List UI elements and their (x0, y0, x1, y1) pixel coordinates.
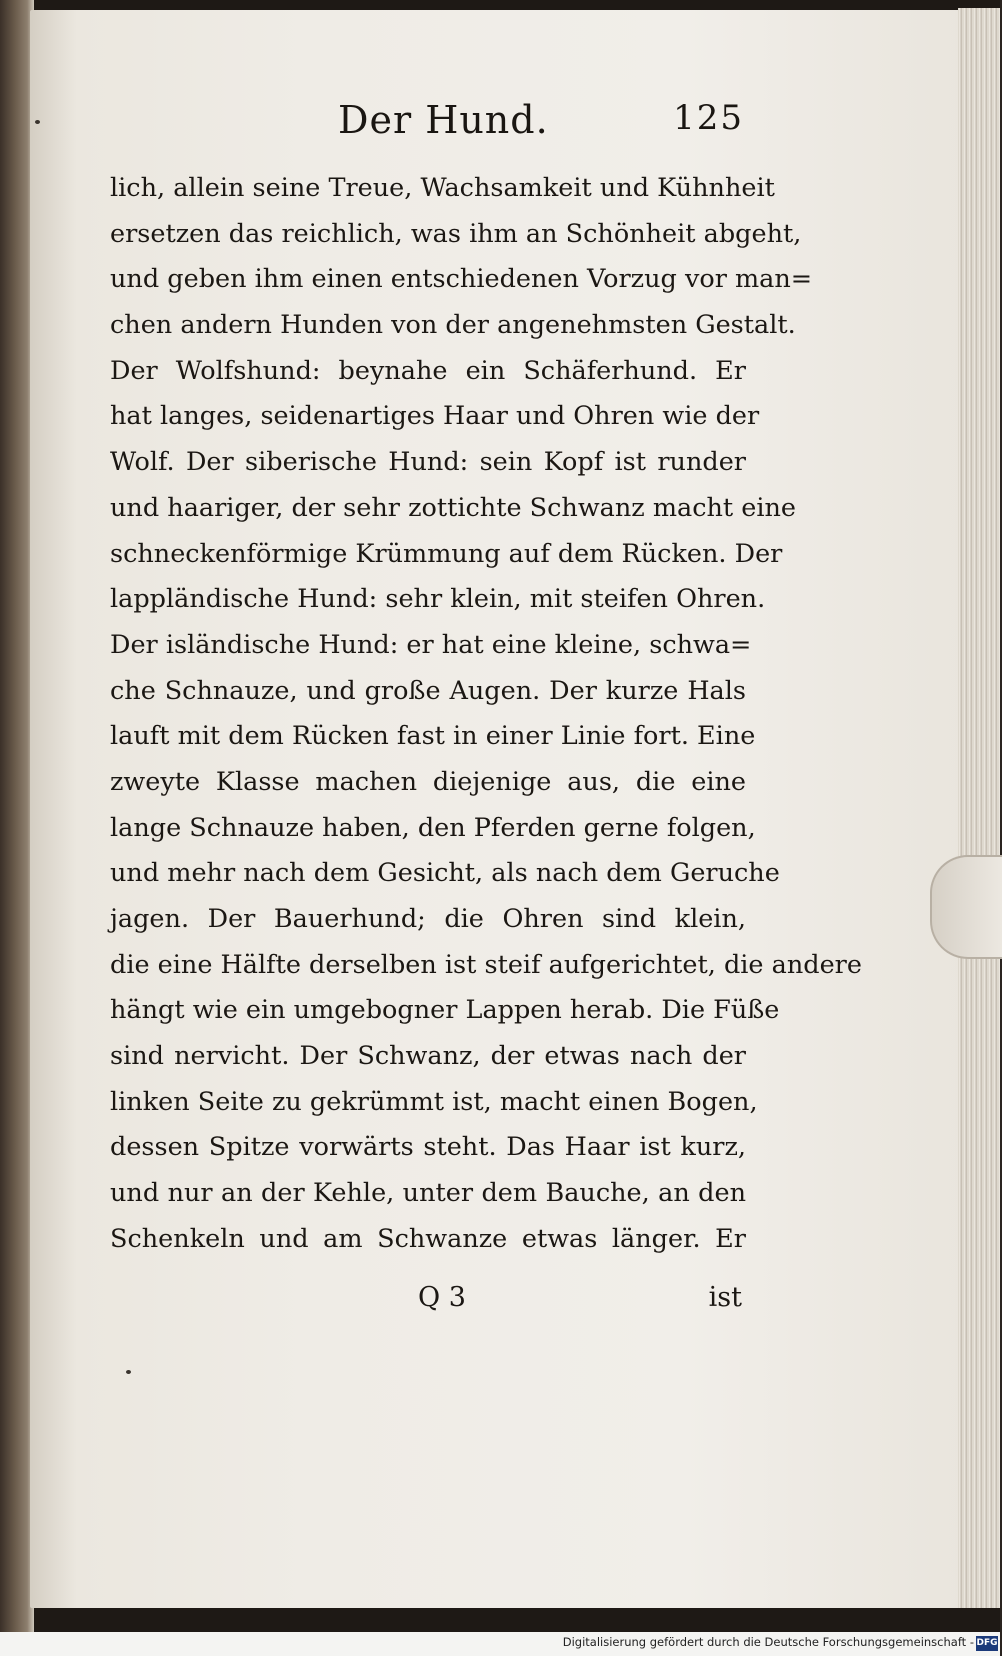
text-line: die eine Hälfte derselben ist steif aufgerichtet, die andere (110, 949, 862, 980)
text-line: Wolf. Der siberische Hund: sein Kopf ist runder (110, 447, 746, 478)
text-line: ersetzen das reichlich, was ihm an Schönheit abgeht, (110, 218, 802, 249)
paper-speck (126, 1370, 131, 1374)
text-line: zweyte Klasse machen diejenige aus, die eine (110, 766, 746, 797)
text-line: che Schnauze, und große Augen. Der kurze Hals (110, 675, 746, 706)
text-line: Der isländische Hund: er hat eine kleine, schwa= (110, 629, 752, 660)
text-line: sind nervicht. Der Schwanz, der etwas nach der (110, 1041, 746, 1072)
signature-mark: Q 3 (418, 1282, 466, 1313)
credit-bar (0, 1632, 1000, 1656)
body-text (110, 166, 862, 1263)
catchword: ist (708, 1282, 742, 1313)
text-line: chen andern Hunden von der angenehmsten Gestalt. (110, 310, 796, 341)
dfg-logo: DFG (976, 1636, 998, 1651)
page-header (108, 98, 744, 148)
bookmark-clip (930, 855, 1002, 959)
page-stack-edge (958, 8, 1000, 1608)
text-line: linken Seite zu gekrümmt ist, macht einen Bogen, (110, 1086, 758, 1117)
text-line: und mehr nach dem Gesicht, als nach dem Geruche (110, 858, 780, 889)
text-line: lich, allein seine Treue, Wachsamkeit und Kühnheit (110, 173, 775, 203)
book-spine-edge (0, 0, 34, 1656)
paper-speck (35, 120, 40, 124)
text-line: Der Wolfshund: beynahe ein Schäferhund. Er (110, 355, 746, 386)
running-head: Der Hund. (338, 98, 549, 142)
text-line: jagen. Der Bauerhund; die Ohren sind klein, (110, 904, 746, 934)
text-line: hängt wie ein umgebogner Lappen herab. Die Füße (110, 995, 780, 1026)
text-line: und haariger, der sehr zottichte Schwanz macht eine (110, 492, 797, 523)
text-line: und nur an der Kehle, unter dem Bauche, an den (110, 1178, 746, 1209)
text-line: lappländische Hund: sehr klein, mit steifen Ohren. (110, 584, 766, 615)
text-line: lange Schnauze haben, den Pferden gerne folgen, (110, 812, 756, 843)
text-line: schneckenförmige Krümmung auf dem Rücken. Der (110, 538, 783, 569)
page-number: 125 (673, 98, 744, 138)
text-line: lauft mit dem Rücken fast in einer Linie fort. Eine (110, 721, 756, 752)
page-footer (108, 1282, 744, 1322)
text-line: und geben ihm einen entschiedenen Vorzug vor man= (110, 264, 813, 295)
text-line: hat langes, seidenartiges Haar und Ohren wie der (110, 401, 760, 432)
text-line: dessen Spitze vorwärts steht. Das Haar ist kurz, (110, 1132, 746, 1163)
text-line: Schenkeln und am Schwanze etwas länger. Er (110, 1223, 746, 1254)
credit-text: Digitalisierung gefördert durch die Deutsche Forschungsgemeinschaft - (562, 1635, 974, 1649)
